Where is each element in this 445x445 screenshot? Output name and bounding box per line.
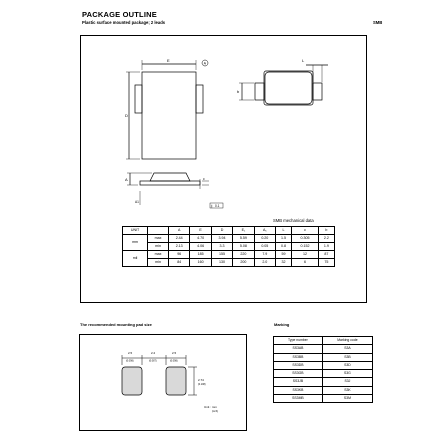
header-cell: E₁ bbox=[233, 227, 254, 235]
flatness-symbol: ∥ bbox=[211, 204, 213, 208]
code-cell: S3M bbox=[322, 395, 372, 403]
dim-side-sub: (0.108) bbox=[198, 383, 206, 386]
dim-top-3-sub: (0.098) bbox=[170, 359, 178, 363]
dimension-table bbox=[122, 226, 335, 267]
code-cell: S3J bbox=[322, 378, 372, 386]
type-cell: SS3BB bbox=[274, 353, 323, 361]
flatness-value: 0.1 bbox=[215, 204, 220, 208]
dim-top-1-sub: (0.098) bbox=[126, 359, 134, 363]
value-cell: 185 bbox=[190, 251, 211, 259]
table-row bbox=[123, 243, 335, 251]
value-cell: 4.06 bbox=[190, 243, 211, 251]
header-cell: L bbox=[276, 227, 292, 235]
table-row bbox=[274, 395, 373, 403]
value-cell: 5.59 bbox=[233, 235, 254, 243]
header-cell: b bbox=[318, 227, 334, 235]
code-cell: S3G bbox=[322, 370, 372, 378]
value-cell: 5.08 bbox=[233, 243, 254, 251]
page-title: PACKAGE OUTLINE bbox=[82, 10, 157, 19]
label-A1: A1 bbox=[135, 200, 139, 204]
value-cell: 87 bbox=[318, 251, 334, 259]
label-D: D bbox=[125, 113, 128, 118]
value-cell: 0.05 bbox=[254, 243, 275, 251]
mounting-caption: The recommended mounting pad size bbox=[80, 322, 152, 327]
type-cell: SS3AB bbox=[274, 345, 323, 353]
header-cell bbox=[148, 227, 169, 235]
value-cell: 2.44 bbox=[168, 235, 189, 243]
dim-top-3: 2.5 bbox=[172, 351, 177, 355]
left-pad bbox=[122, 367, 142, 395]
value-cell: 200 bbox=[233, 259, 254, 267]
code-cell: S3B bbox=[322, 353, 372, 361]
top-view-drawing bbox=[126, 60, 208, 159]
dim-top-2-sub: (0.087) bbox=[149, 359, 157, 363]
code-cell: S3D bbox=[322, 361, 372, 369]
header-cell: c bbox=[292, 227, 319, 235]
header-cell: A₁ bbox=[254, 227, 275, 235]
header-cell: D bbox=[211, 227, 232, 235]
value-cell: 0.305 bbox=[292, 235, 319, 243]
value-cell: 6 bbox=[292, 259, 319, 267]
kind-cell: max bbox=[148, 235, 169, 243]
value-cell: 220 bbox=[233, 251, 254, 259]
table-row bbox=[274, 353, 373, 361]
value-cell: 75 bbox=[318, 259, 334, 267]
value-cell: 7.9 bbox=[254, 251, 275, 259]
value-cell: 84 bbox=[168, 259, 189, 267]
outline-drawings bbox=[80, 35, 367, 225]
header-cell: Marking code bbox=[322, 337, 372, 345]
dim-top-1: 2.5 bbox=[128, 351, 133, 355]
value-cell: 130 bbox=[211, 259, 232, 267]
header-cell: UNIT bbox=[123, 227, 148, 235]
dim-top-2: 2.2 bbox=[151, 351, 156, 355]
kind-cell: min bbox=[148, 259, 169, 267]
value-cell: 3.3 bbox=[211, 243, 232, 251]
value-cell: 0.8 bbox=[276, 243, 292, 251]
type-cell: SS3JB bbox=[274, 378, 323, 386]
front-view-drawing bbox=[127, 173, 223, 208]
value-cell: 160 bbox=[190, 259, 211, 267]
mounting-pad-drawing bbox=[79, 334, 247, 431]
value-cell: 1.9 bbox=[318, 243, 334, 251]
code-cell: S3K bbox=[322, 386, 372, 394]
value-cell: 0.20 bbox=[254, 235, 275, 243]
value-cell: 12 bbox=[292, 251, 319, 259]
type-cell: SS3MB bbox=[274, 395, 323, 403]
table-row bbox=[123, 235, 335, 243]
type-cell: SS3DB bbox=[274, 361, 323, 369]
value-cell: 2.13 bbox=[168, 243, 189, 251]
value-cell: 4.70 bbox=[190, 235, 211, 243]
marking-table bbox=[273, 336, 373, 403]
table-header-row bbox=[123, 227, 335, 235]
label-c: c bbox=[203, 177, 205, 181]
table-header-row bbox=[274, 337, 373, 345]
label-L: L bbox=[302, 58, 305, 63]
table-row bbox=[274, 345, 373, 353]
unit-cell: mil bbox=[123, 251, 148, 267]
unit-note: Unit : mm bbox=[204, 405, 217, 409]
value-cell: 2.2 bbox=[318, 235, 334, 243]
dim-side: 2.74 bbox=[198, 378, 204, 382]
side-view-drawing bbox=[239, 65, 328, 105]
value-cell: 32 bbox=[276, 259, 292, 267]
unit-note-sub: (inch) bbox=[212, 410, 218, 413]
value-cell: 2.0 bbox=[254, 259, 275, 267]
label-E: E bbox=[167, 58, 170, 63]
header-cell: Type number bbox=[274, 337, 323, 345]
table-row bbox=[123, 259, 335, 267]
kind-cell: min bbox=[148, 243, 169, 251]
label-A-circle: A bbox=[203, 61, 207, 66]
package-name: SMB bbox=[373, 20, 383, 25]
value-cell: 1.5 bbox=[276, 235, 292, 243]
label-b: b bbox=[237, 89, 240, 94]
header-cell: E bbox=[190, 227, 211, 235]
table-row bbox=[274, 361, 373, 369]
value-cell: 3.94 bbox=[211, 235, 232, 243]
label-A: A bbox=[125, 177, 128, 182]
table-row bbox=[274, 386, 373, 394]
page-subtitle: Plastic surface mounted package; 2 leads bbox=[82, 20, 166, 25]
value-cell: 0.152 bbox=[292, 243, 319, 251]
kind-cell: max bbox=[148, 251, 169, 259]
right-pad bbox=[166, 367, 186, 395]
dim-table-caption: SMB mechanical data bbox=[273, 218, 314, 223]
table-row bbox=[274, 378, 373, 386]
value-cell: 59 bbox=[276, 251, 292, 259]
value-cell: 155 bbox=[211, 251, 232, 259]
marking-caption: Marking bbox=[274, 322, 290, 327]
table-row bbox=[274, 370, 373, 378]
type-cell: SS3KB bbox=[274, 386, 323, 394]
value-cell: 96 bbox=[168, 251, 189, 259]
header-cell: A bbox=[168, 227, 189, 235]
table-row bbox=[123, 251, 335, 259]
code-cell: S3A bbox=[322, 345, 372, 353]
type-cell: SS3GB bbox=[274, 370, 323, 378]
unit-cell: mm bbox=[123, 235, 148, 251]
